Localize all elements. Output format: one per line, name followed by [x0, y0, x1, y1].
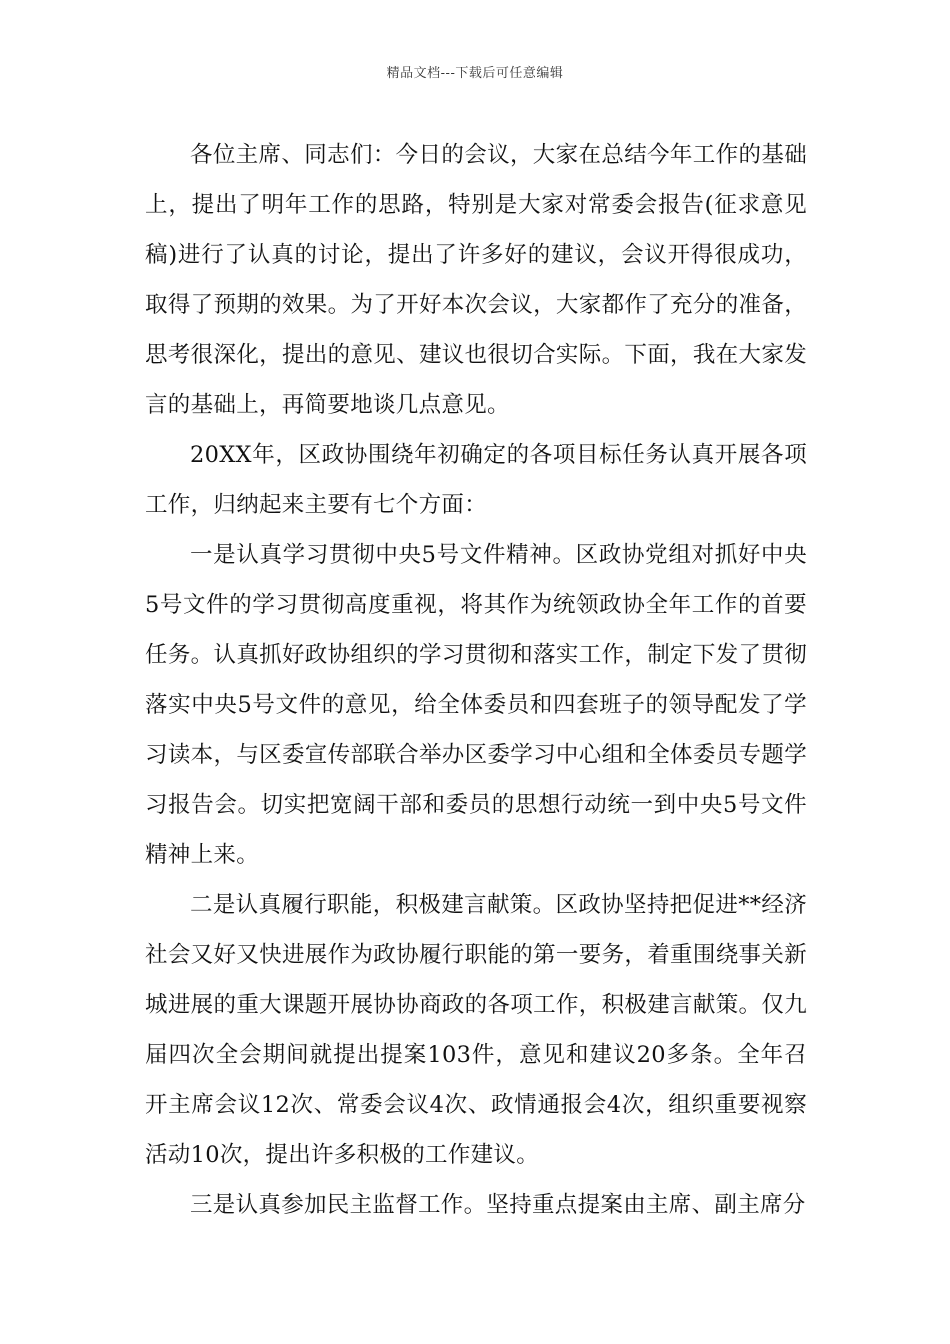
paragraph-opening: 各位主席、同志们：今日的会议，大家在总结今年工作的基础上，提出了明年工作的思路，特别是大家对常委会报告(征求意见稿)进行了认真的讨论，提出了许多好的建议，会议开得很成功，取得了预期的效果。为了开好本次会议，大家都作了充分的准备，思考很深化，提出的意见、建议也很切合实际。下面，我在大家发言的基础上，再简要地谈几点意见。 [145, 142, 807, 418]
paragraph-point-one: 一是认真学习贯彻中央5号文件精神。区政协党组对抓好中央5号文件的学习贯彻高度重视，将其作为统领政协全年工作的首要任务。认真抓好政协组织的学习贯彻和落实工作，制定下发了贯彻落实中央5号文件的意见，给全体委员和四套班子的领导配发了学习读本，与区委宣传部联合举办区委学习中心组和全体委员专题学习报告会。切实把宽阔干部和委员的思想行动统一到中央5号文件精神上来。 [145, 542, 807, 868]
document-body [145, 130, 807, 1230]
paragraph-summary: 20XX年，区政协围绕年初确定的各项目标任务认真开展各项工作，归纳起来主要有七个方面： [145, 442, 807, 518]
paragraph-point-two: 二是认真履行职能，积极建言献策。区政协坚持把促进**经济社会又好又快进展作为政协履行职能的第一要务，着重围绕事关新城进展的重大课题开展协协商政的各项工作，积极建言献策。仅九届四次全会期间就提出提案103件，意见和建议20多条。全年召开主席会议12次、常委会议4次、政情通报会4次，组织重要视察活动10次，提出许多积极的工作建议。 [145, 892, 807, 1168]
paragraph-point-three: 三是认真参加民主监督工作。坚持重点提案由主席、副主席分 [190, 1192, 806, 1218]
document-header: 精品文档---下载后可任意编辑 [386, 66, 564, 81]
